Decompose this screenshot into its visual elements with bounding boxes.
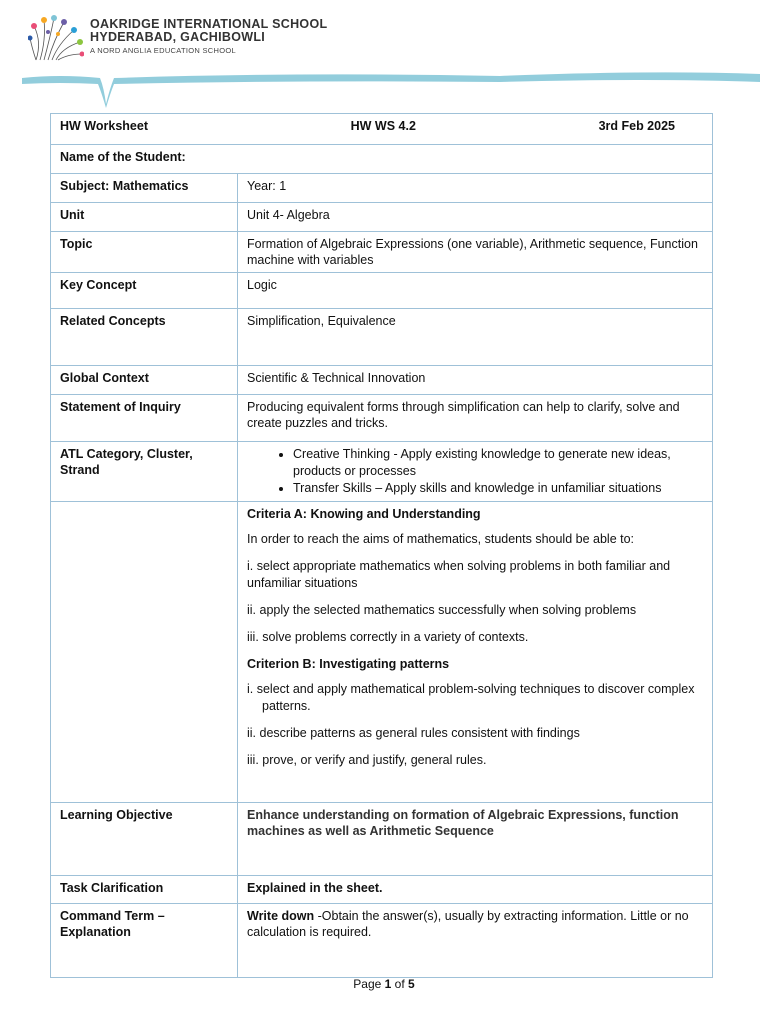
page-footer — [0, 977, 768, 991]
subject-label: Subject: Mathematics — [51, 174, 238, 203]
atl-item: • Creative Thinking - Apply existing knowledge to generate new ideas, products or processes — [293, 446, 708, 480]
worksheet-header-row — [51, 114, 713, 145]
key-concept-row — [51, 273, 713, 309]
learning-objective-label: Learning Objective — [51, 803, 238, 876]
command-term-word: Write down — [247, 909, 315, 923]
criteria-b-item: iii. prove, or verify and justify, general rules. — [247, 753, 487, 767]
statement-of-inquiry-row — [51, 395, 713, 442]
global-context-value: Scientific & Technical Innovation — [238, 366, 713, 395]
criteria-row — [51, 502, 713, 803]
unit-label: Unit — [51, 203, 238, 232]
year-value: Year: 1 — [238, 174, 713, 203]
criteria-a-item: iii. solve problems correctly in a variety of contexts. — [247, 630, 529, 644]
command-term-label: Command Term – Explanation — [51, 904, 238, 978]
topic-label: Topic — [51, 232, 238, 273]
key-concept-label: Key Concept — [51, 273, 238, 309]
atl-row — [51, 442, 713, 502]
worksheet-code: HW WS 4.2 — [350, 119, 416, 133]
atl-label: ATL Category, Cluster, Strand — [51, 442, 238, 502]
topic-row — [51, 232, 713, 273]
learning-objective-row — [51, 803, 713, 876]
learning-objective-value: Enhance understanding on formation of Algebraic Expressions, function machines as well as Arithmetic Sequence — [238, 803, 713, 876]
student-name-label: Name of the Student: — [51, 145, 713, 174]
criteria-b-item: i. select and apply mathematical problem-solving techniques to discover complex patterns. — [247, 682, 695, 713]
task-clarification-row — [51, 876, 713, 904]
atl-list — [247, 446, 708, 497]
student-name-row — [51, 145, 713, 174]
global-context-row — [51, 366, 713, 395]
related-concepts-label: Related Concepts — [51, 309, 238, 366]
statement-of-inquiry-value: Producing equivalent forms through simplification can help to clarify, solve and create puzzles and tricks. — [238, 395, 713, 442]
subject-row — [51, 174, 713, 203]
task-clarification-label: Task Clarification — [51, 876, 238, 904]
task-clarification-value: Explained in the sheet. — [238, 876, 713, 904]
command-term-value — [238, 904, 713, 978]
page-header — [0, 0, 768, 110]
school-location: HYDERABAD, GACHIBOWLI — [90, 30, 266, 44]
page-number: 1 — [384, 977, 392, 991]
of-word: of — [394, 977, 405, 991]
header-wave-divider — [0, 60, 768, 110]
school-name: OAKRIDGE INTERNATIONAL SCHOOL — [90, 17, 328, 31]
criteria-b-title: Criterion B: Investigating patterns — [247, 657, 450, 671]
school-logo — [28, 12, 84, 64]
page-word: Page — [353, 977, 382, 991]
related-concepts-value: Simplification, Equivalence — [238, 309, 713, 366]
unit-value: Unit 4- Algebra — [238, 203, 713, 232]
criteria-a-title: Criteria A: Knowing and Understanding — [247, 507, 481, 521]
page-total: 5 — [408, 977, 415, 991]
criteria-content — [238, 502, 713, 803]
school-tagline: A NORD ANGLIA EDUCATION SCHOOL — [90, 46, 236, 55]
worksheet-date: 3rd Feb 2025 — [598, 119, 675, 133]
related-concepts-row — [51, 309, 713, 366]
criteria-a-item: ii. apply the selected mathematics successfully when solving problems — [247, 603, 637, 617]
command-term-text: -Obtain the answer(s), usually by extracting information. Little or no calculation is required. — [247, 909, 689, 939]
criteria-a-intro: In order to reach the aims of mathematics, students should be able to: — [247, 532, 635, 546]
atl-item: • Transfer Skills – Apply skills and knowledge in unfamiliar situations — [293, 480, 708, 497]
global-context-label: Global Context — [51, 366, 238, 395]
worksheet-title: HW Worksheet — [60, 119, 148, 133]
criteria-a-item: i. select appropriate mathematics when solving problems in both familiar and unfamiliar situations — [247, 559, 671, 590]
unit-row — [51, 203, 713, 232]
criteria-b-item: ii. describe patterns as general rules consistent with findings — [247, 726, 580, 740]
statement-of-inquiry-label: Statement of Inquiry — [51, 395, 238, 442]
criteria-empty-label — [51, 502, 238, 803]
topic-value: Formation of Algebraic Expressions (one variable), Arithmetic sequence, Function machine with variables — [238, 232, 713, 273]
worksheet-table — [50, 113, 713, 978]
key-concept-value: Logic — [238, 273, 713, 309]
command-term-row — [51, 904, 713, 978]
